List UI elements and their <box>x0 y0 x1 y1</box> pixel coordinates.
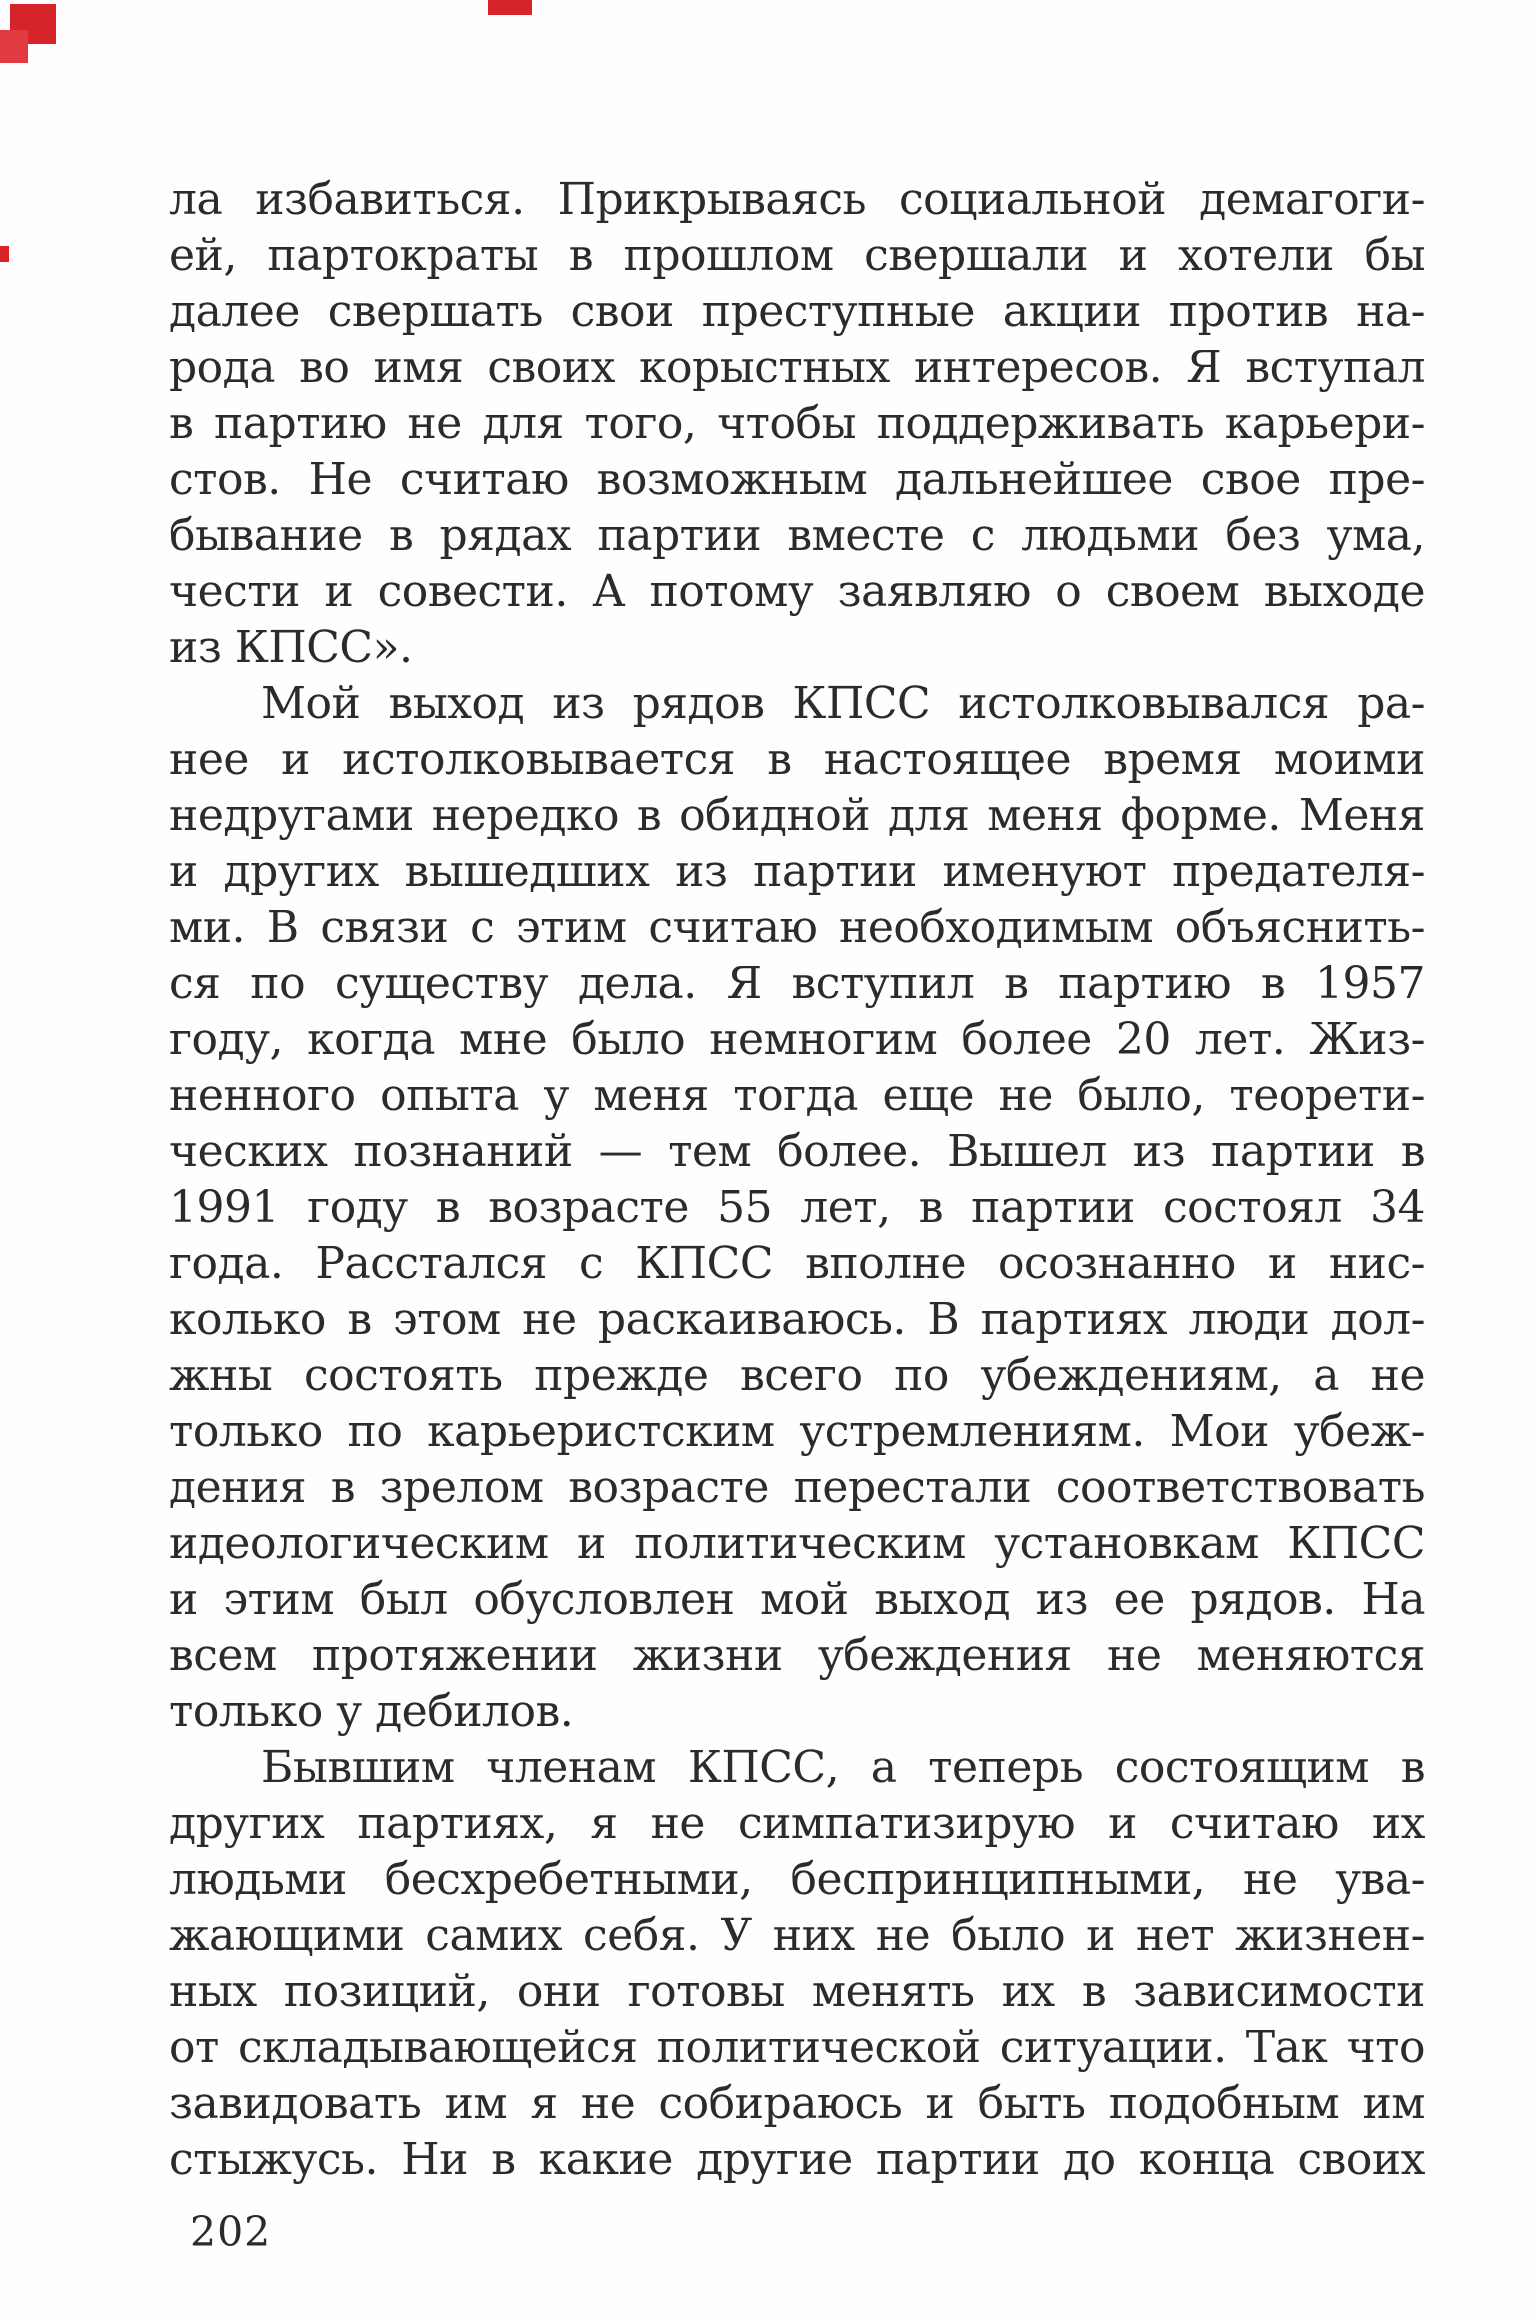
scan-artifact-red-mark <box>0 30 28 63</box>
text-line: ненного опыта у меня тогда еще не было, теорети- <box>169 1070 1425 1121</box>
text-line: году, когда мне было немногим более 20 лет. Жиз- <box>169 1014 1425 1065</box>
text-line: чести и совести. А потому заявляю о своем выходе <box>169 566 1425 617</box>
text-line: только у дебилов. <box>169 1686 574 1737</box>
text-line: от складывающейся политической ситуации. Так что <box>169 2022 1425 2073</box>
text-line: и других вышедших из партии именуют предателя- <box>169 846 1425 897</box>
scan-artifact-red-mark <box>0 246 9 262</box>
text-line: 1991 году в возрасте 55 лет, в партии состоял 34 <box>169 1182 1425 1233</box>
scan-artifact-red-mark <box>488 0 532 15</box>
body-text-block <box>169 172 1425 2188</box>
text-line: жающими самих себя. У них не было и нет жизнен- <box>169 1910 1425 1961</box>
text-line: ческих познаний — тем более. Вышел из партии в <box>169 1126 1425 1177</box>
text-line: ся по существу дела. Я вступил в партию в 1957 <box>169 958 1425 1009</box>
text-line: в партию не для того, чтобы поддерживать карьери- <box>169 398 1425 449</box>
text-line: идеологическим и политическим установкам КПСС <box>169 1518 1425 1569</box>
text-line: завидовать им я не собираюсь и быть подобным им <box>169 2078 1425 2129</box>
text-line: рода во имя своих корыстных интересов. Я вступал <box>169 342 1425 393</box>
text-line: людьми бесхребетными, беспринципными, не ува- <box>169 1854 1425 1905</box>
text-line: стыжусь. Ни в какие другие партии до конца своих <box>169 2134 1425 2185</box>
text-line: ей, партократы в прошлом свершали и хотели бы <box>169 230 1425 281</box>
text-line: года. Расстался с КПСС вполне осознанно и нис- <box>169 1238 1425 1289</box>
text-line: и этим был обусловлен мой выход из ее рядов. На <box>169 1574 1425 1625</box>
text-line: далее свершать свои преступные акции против на- <box>169 286 1425 337</box>
text-line: недругами нередко в обидной для меня форме. Меня <box>169 790 1425 841</box>
text-line: Бывшим членам КПСС, а теперь состоящим в <box>261 1742 1425 1793</box>
text-line: ла избавиться. Прикрываясь социальной демагоги- <box>169 174 1425 225</box>
text-line: стов. Не считаю возможным дальнейшее свое пре- <box>169 454 1425 505</box>
text-line: всем протяжении жизни убеждения не меняются <box>169 1630 1425 1681</box>
text-line: колько в этом не раскаиваюсь. В партиях люди дол- <box>169 1294 1425 1345</box>
text-line: ми. В связи с этим считаю необходимым объяснить- <box>169 902 1425 953</box>
text-line: только по карьеристским устремлениям. Мои убеж- <box>169 1406 1425 1457</box>
text-line: из КПСС». <box>169 622 413 673</box>
text-line: жны состоять прежде всего по убеждениям, а не <box>169 1350 1425 1401</box>
text-line: ных позиций, они готовы менять их в зависимости <box>169 1966 1425 2017</box>
text-line: бывание в рядах партии вместе с людьми без ума, <box>169 510 1425 561</box>
text-line: Мой выход из рядов КПСС истолковывался ра- <box>261 678 1425 729</box>
text-line: других партиях, я не симпатизирую и считаю их <box>169 1798 1425 1849</box>
page-number: 202 <box>190 2208 272 2256</box>
text-line: дения в зрелом возрасте перестали соответствовать <box>169 1462 1425 1513</box>
text-line: нее и истолковывается в настоящее время моими <box>169 734 1425 785</box>
